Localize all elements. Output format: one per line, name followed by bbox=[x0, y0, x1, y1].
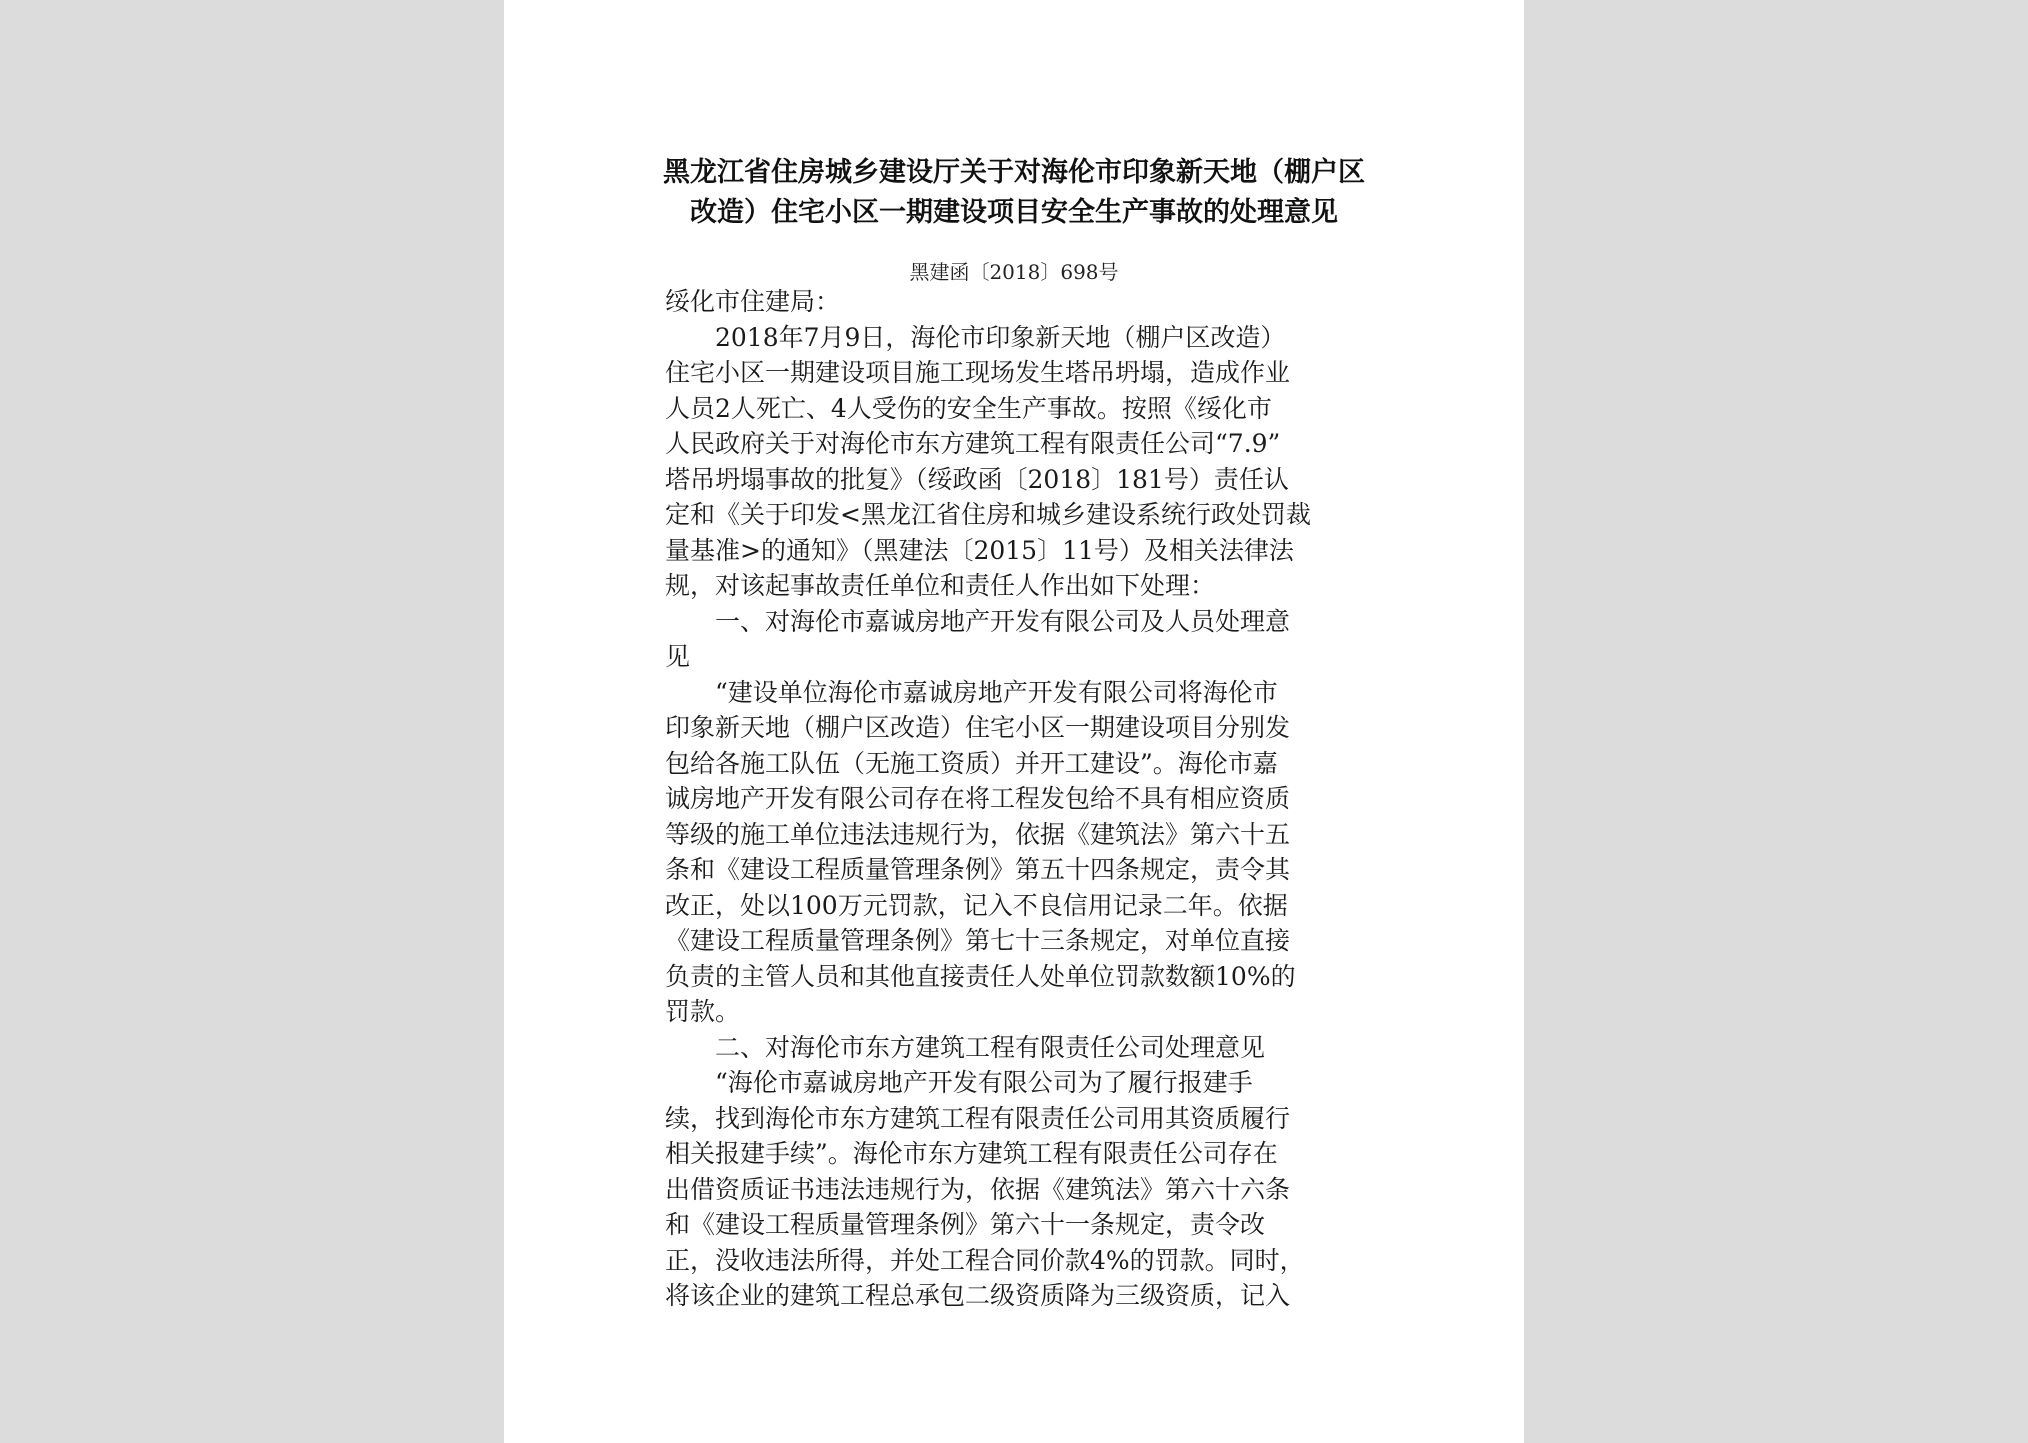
body-text-line: “海伦市嘉诚房地产开发有限公司为了履行报建手 bbox=[715, 1068, 1253, 1097]
body-text-line: 二、对海伦市东方建筑工程有限责任公司处理意见 bbox=[715, 1032, 1266, 1062]
body-text-line: 塔吊坍塌事故的批复》（绥政函〔2018〕181号）责任认 bbox=[665, 464, 1289, 494]
body-text-line: 和《建设工程质量管理条例》第六十一条规定，责令改 bbox=[665, 1210, 1266, 1239]
body-text-line: 出借资质证书违法违规行为，依据《建筑法》第六十六条 bbox=[665, 1174, 1291, 1204]
body-text-line: 一、对海伦市嘉诚房地产开发有限公司及人员处理意 bbox=[715, 606, 1291, 636]
document-title-line-2: 改造）住宅小区一期建设项目安全生产事故的处理意见 bbox=[690, 197, 1338, 228]
body-text-line: 住宅小区一期建设项目施工现场发生塔吊坍塌，造成作业 bbox=[665, 358, 1291, 387]
body-text-line: 印象新天地（棚户区改造）住宅小区一期建设项目分别发 bbox=[665, 713, 1291, 742]
body-text-line: 罚款。 bbox=[665, 997, 741, 1026]
body-text-line: 将该企业的建筑工程总承包二级资质降为三级资质，记入 bbox=[665, 1281, 1291, 1310]
body-text-line: 条和《建设工程质量管理条例》第五十四条规定，责令其 bbox=[665, 855, 1291, 884]
body-text-line: 人民政府关于对海伦市东方建筑工程有限责任公司“7.9” bbox=[665, 429, 1281, 458]
body-text-line: 诚房地产开发有限公司存在将工程发包给不具有相应资质 bbox=[665, 784, 1291, 813]
body-text-line: 改正，处以100万元罚款，记入不良信用记录二年。依据 bbox=[665, 890, 1288, 920]
body-text-line: 见 bbox=[665, 642, 691, 671]
body-text-line: 量基准>的通知》（黑建法〔2015〕11号）及相关法律法 bbox=[665, 535, 1294, 565]
document-title-line-1: 黑龙江省住房城乡建设厅关于对海伦市印象新天地（棚户区 bbox=[663, 157, 1365, 188]
body-text-line: 正，没收违法所得，并处工程合同价款4%的罚款。同时， bbox=[665, 1245, 1305, 1275]
body-text-line: 等级的施工单位违法违规行为，依据《建筑法》第六十五 bbox=[665, 819, 1291, 849]
body-text-line: 2018年7月9日，海伦市印象新天地（棚户区改造） bbox=[715, 322, 1286, 352]
document-body bbox=[665, 284, 1375, 1314]
body-text-line: 包给各施工队伍（无施工资质）并开工建设”。海伦市嘉 bbox=[665, 748, 1278, 778]
body-text-line: 人员2人死亡、4人受伤的安全生产事故。按照《绥化市 bbox=[665, 393, 1272, 423]
body-text-line: “建设单位海伦市嘉诚房地产开发有限公司将海伦市 bbox=[715, 677, 1278, 707]
body-text-line: 定和《关于印发<黑龙江省住房和城乡建设系统行政处罚裁 bbox=[665, 500, 1311, 529]
body-text-line: 《建设工程质量管理条例》第七十三条规定，对单位直接 bbox=[665, 926, 1291, 955]
document-number: 黑建函〔2018〕698号 bbox=[909, 260, 1119, 284]
body-text-line: 续，找到海伦市东方建筑工程有限责任公司用其资质履行 bbox=[665, 1103, 1291, 1133]
body-text-line: 规，对该起事故责任单位和责任人作出如下处理： bbox=[665, 571, 1216, 600]
document-page bbox=[504, 0, 1524, 1443]
body-text-line: 绥化市住建局： bbox=[665, 287, 841, 316]
body-text-line: 相关报建手续”。海伦市东方建筑工程有限责任公司存在 bbox=[665, 1139, 1278, 1168]
body-text-line: 负责的主管人员和其他直接责任人处单位罚款数额10%的 bbox=[665, 961, 1296, 991]
